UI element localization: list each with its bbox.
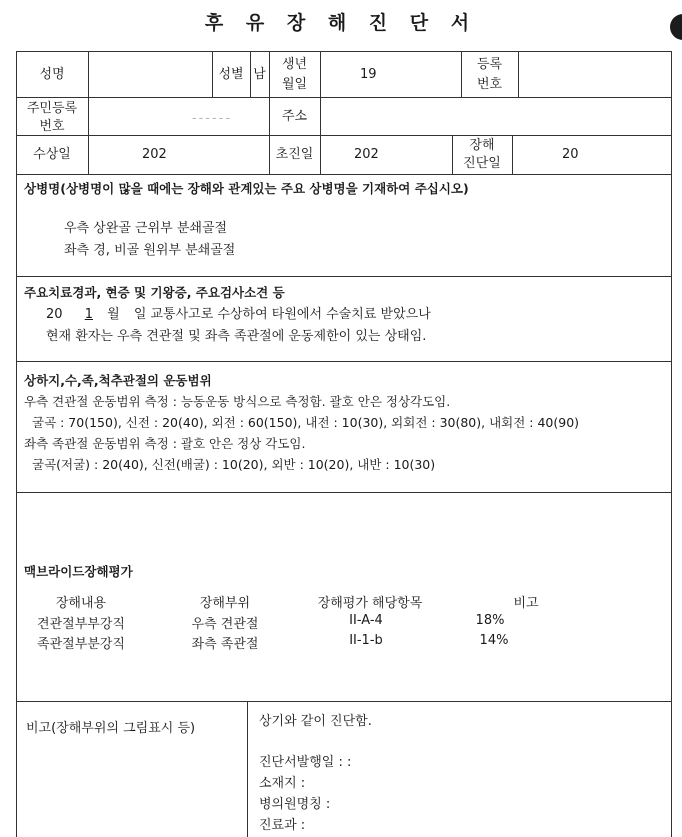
- grid-line: [671, 51, 672, 837]
- grid-line: [320, 51, 321, 174]
- treatment-line-1-rest: 일 교통사고로 수상하여 타원에서 수술치료 받았으나: [133, 307, 431, 322]
- issue-date: 진단서발행일 : :: [259, 755, 352, 770]
- rom-line: 굴곡 : 70(150), 신전 : 20(40), 외전 : 60(150), 내전 : 10(30), 외회전 : 30(80), 내회전 : 40(90): [32, 415, 580, 430]
- gender-label: 성별: [218, 66, 244, 82]
- treatment-line-2: 현재 환자는 우측 견관절 및 좌측 족관절에 운동제한이 있는 상태임.: [46, 329, 427, 344]
- diagnosis-heading: 상병명(상병명이 많을 때에는 장해와 관계있는 주요 상병명을 기재하여 주십시오): [24, 181, 469, 196]
- rrn-value: ------: [191, 110, 233, 126]
- birth-value: 19: [360, 66, 377, 82]
- remarks-label: 비고(장해부위의 그림표시 등): [26, 721, 196, 736]
- rom-line: 좌측 족관절 운동범위 측정 : 괄호 안은 정상 각도임.: [24, 436, 306, 451]
- injury-date-label: 수상일: [33, 147, 71, 162]
- mcbride-heading: 맥브라이드장해평가: [24, 564, 133, 579]
- grid-line: [16, 276, 672, 277]
- col-remarks: 비고: [513, 596, 539, 611]
- birth-label-2: 월일: [281, 76, 308, 92]
- row-2-item: II-1-b: [349, 633, 383, 648]
- grid-line: [518, 51, 519, 97]
- row-1-site: 우측 견관절: [191, 617, 259, 632]
- grid-line: [88, 51, 89, 174]
- birth-label-1: 생년: [281, 56, 308, 72]
- reg-label-1: 등록: [476, 56, 503, 72]
- row-2-content: 족관절부분강직: [37, 637, 125, 652]
- location: 소재지 :: [259, 776, 306, 791]
- grid-line: [16, 174, 672, 175]
- address-label: 주소: [281, 108, 308, 124]
- form-grid: [16, 51, 672, 837]
- disability-date-label-2: 진단일: [463, 155, 501, 171]
- treatment-line-1: [46, 303, 431, 322]
- row-2-rate: 14%: [479, 633, 509, 648]
- month-unit: 월: [107, 307, 120, 322]
- treatment-heading: 주요치료경과, 현증 및 기왕증, 주요검사소견 등: [24, 285, 285, 300]
- name-label: 성명: [39, 66, 65, 82]
- grid-line: [16, 492, 672, 493]
- year-prefix: 20: [46, 307, 63, 322]
- col-disability-content: 장해내용: [55, 596, 107, 611]
- month-number: 1: [84, 307, 93, 322]
- row-1-rate: 18%: [475, 613, 505, 628]
- first-visit-value: 202: [354, 147, 379, 162]
- grid-line: [512, 135, 513, 174]
- rrn-label-2: 번호: [39, 118, 65, 134]
- grid-line: [247, 701, 248, 837]
- reg-label-2: 번호: [476, 76, 503, 92]
- row-2-site: 좌측 족관절: [191, 637, 259, 652]
- rrn-label-1: 주민등록: [26, 100, 78, 116]
- grid-line: [16, 51, 672, 52]
- col-evaluation-item: 장해평가 해당항목: [317, 596, 423, 611]
- disability-date-value: 20: [562, 147, 579, 162]
- department: 진료과 :: [259, 818, 306, 833]
- rom-line: 굴곡(저굴) : 20(40), 신전(배굴) : 10(20), 외반 : 10(20), 내반 : 10(30): [32, 457, 436, 472]
- grid-line: [16, 701, 672, 702]
- document-title: 후 유 장 해 진 단 서: [204, 12, 478, 34]
- row-1-content: 견관절부부강직: [37, 617, 125, 632]
- first-visit-label: 초진일: [275, 147, 314, 162]
- grid-line: [16, 97, 672, 98]
- diagnosis-line: 좌측 경, 비골 원위부 분쇄골절: [64, 243, 236, 258]
- disability-date-label-1: 장해: [469, 137, 495, 153]
- injury-date-value: 202: [142, 147, 167, 162]
- rom-heading: 상하지,수,족,척추관절의 운동범위: [24, 373, 212, 388]
- grid-line: [16, 361, 672, 362]
- row-1-item: II-A-4: [349, 613, 383, 628]
- diagnosis-line: 우측 상완골 근위부 분쇄골절: [64, 221, 228, 236]
- gender-value: 남: [253, 66, 266, 82]
- col-disability-site: 장해부위: [199, 596, 251, 611]
- rom-line: 우측 견관절 운동범위 측정 : 능동운동 방식으로 측정함. 괄호 안은 정상각도임.: [24, 394, 451, 409]
- statement: 상기와 같이 진단함.: [259, 714, 372, 729]
- hospital-name: 병의원명칭 :: [259, 797, 331, 812]
